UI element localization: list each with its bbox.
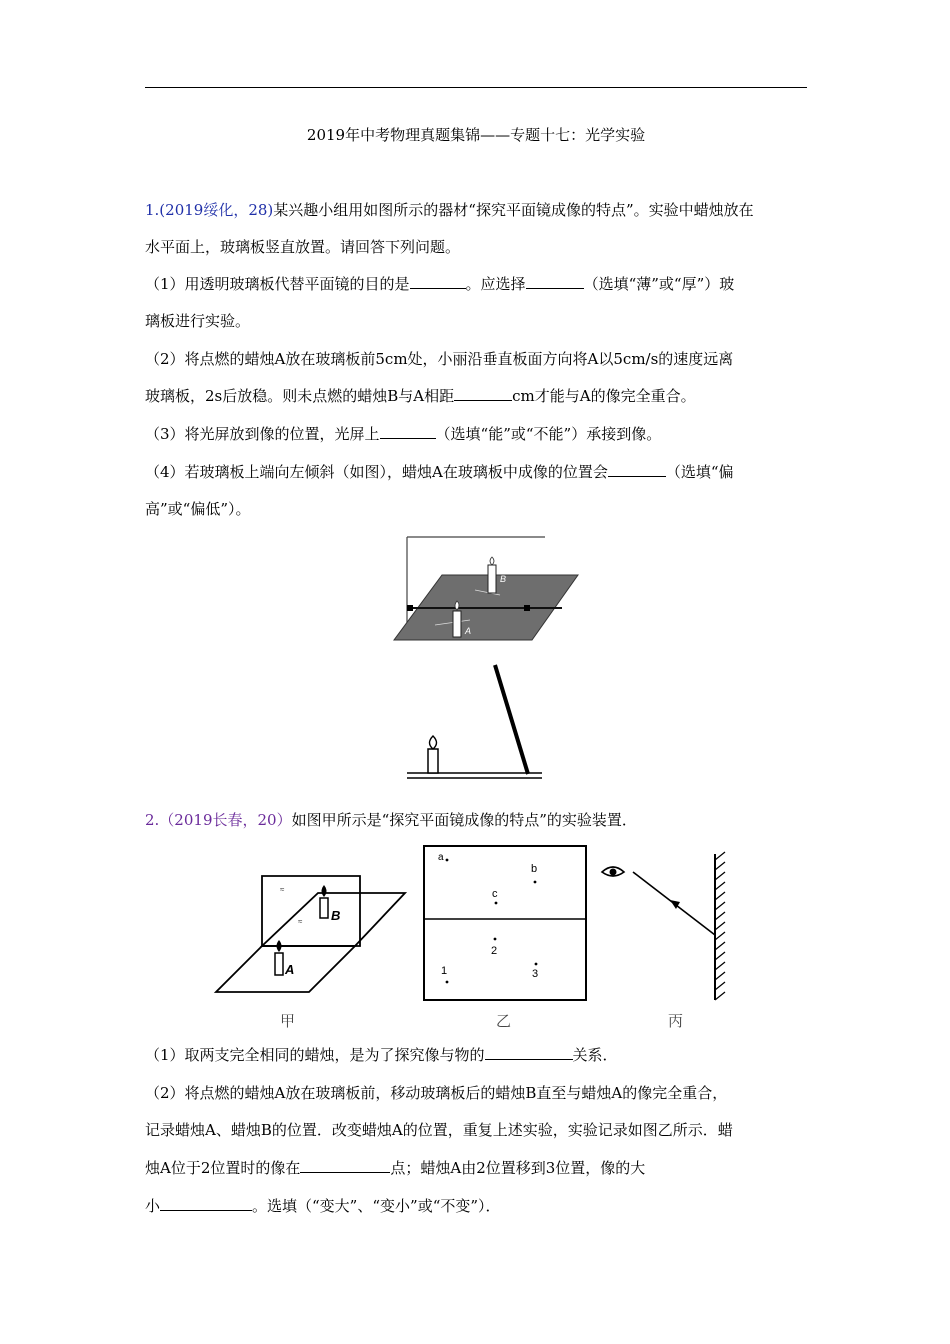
q2-stem-line <box>145 802 810 839</box>
q2-stem-text: 如图甲所示是“探究平面镜成像的特点”的实验装置． <box>291 811 637 829</box>
q1-part1-text-b: 。应选择 <box>465 275 526 293</box>
q2-part2-line1: （2）将点燃的蜡烛A放在玻璃板前，移动玻璃板后的蜡烛B直至与蜡烛A的像完全重合， <box>145 1084 728 1102</box>
q1-part2-line1: （2）将点燃的蜡烛A放在玻璃板前5cm处，小丽沿垂直板面方向将A以5cm/s的速度远离 <box>145 350 734 368</box>
answer-blank[interactable] <box>454 386 512 401</box>
q2-part2-line3 <box>145 1150 810 1187</box>
point-c-label: c <box>492 888 498 900</box>
q2-fig-label-b: B <box>331 908 341 923</box>
q2-source: 2.（2019长春，20） <box>145 811 292 829</box>
q2-figure-jia <box>210 868 410 1033</box>
q2-figure-yi <box>418 843 590 1033</box>
q1-part2-text-b: 玻璃板，2s后放稳。则未点燃的蜡烛B与A相距 <box>145 387 455 405</box>
q2-part2-text-d: 点；蜡烛A由2位置移到3位置，像的大 <box>390 1159 646 1177</box>
q2-part2-line4 <box>145 1188 810 1225</box>
q1-part3-text-a: （3）将光屏放到像的位置，光屏上 <box>145 425 380 443</box>
answer-blank[interactable] <box>410 274 466 289</box>
q2-caption-bing: 丙 <box>668 1013 684 1030</box>
q1-stem-text1: 某兴趣小组用如图所示的器材“探究平面镜成像的特点”。实验中蜡烛放在 <box>273 201 754 219</box>
point-2-label: 2 <box>491 945 498 957</box>
point-b-label: b <box>531 863 538 875</box>
q1-part2-text-c: cm才能与A的像完全重合。 <box>512 387 696 405</box>
q1-part4-line1 <box>145 454 810 491</box>
answer-blank[interactable] <box>608 462 666 477</box>
point-a-label: a <box>438 852 444 863</box>
q2-part1-line <box>145 1037 810 1074</box>
q2-caption-yi: 乙 <box>496 1013 512 1030</box>
q1-stem-line2: 水平面上，玻璃板竖直放置。请回答下列问题。 <box>145 238 461 256</box>
q2-figure-bing <box>598 850 738 1035</box>
answer-blank[interactable] <box>380 424 436 439</box>
q2-part1-text-b: 关系． <box>572 1046 618 1064</box>
q1-part3-line <box>145 416 810 453</box>
header-rule <box>145 87 807 88</box>
answer-blank[interactable] <box>526 274 584 289</box>
q1-stem-line1 <box>145 192 810 229</box>
point-1-label: 1 <box>441 965 448 977</box>
q2-part2-text-f: 。选填（“变大”、“变小”或“不变”）． <box>252 1197 501 1215</box>
q1-part2-line2 <box>145 378 810 415</box>
q1-part1-text-a: （1）用透明玻璃板代替平面镜的目的是 <box>145 275 410 293</box>
mirror-hatching <box>715 852 725 1000</box>
q1-source: 1.(2019绥化，28) <box>145 201 274 219</box>
q1-part4-text-b: （选填“偏 <box>665 463 734 481</box>
q2-part1-text-a: （1）取两支完全相同的蜡烛，是为了探究像与物的 <box>145 1046 485 1064</box>
q1-fig-label-b: B <box>500 574 507 584</box>
q1-part4-text-a: （4）若玻璃板上端向左倾斜（如图），蜡烛A在玻璃板中成像的位置会 <box>145 463 608 481</box>
q1-part4-line2: 高”或“偏低”）。 <box>145 500 251 518</box>
point-3-label: 3 <box>532 968 539 980</box>
answer-blank[interactable] <box>300 1158 390 1173</box>
svg-text:≈: ≈ <box>280 885 285 894</box>
q2-fig-label-a: A <box>285 962 295 977</box>
page-title: 2019年中考物理真题集锦——专题十七：光学实验 <box>306 126 646 144</box>
q2-part2-line2: 记录蜡烛A、蜡烛B的位置．改变蜡烛A的位置，重复上述实验，实验记录如图乙所示．蜡 <box>145 1121 733 1139</box>
q1-fig-label-a: A <box>465 626 472 636</box>
q1-figure-perspective <box>390 535 590 645</box>
q2-caption-jia: 甲 <box>280 1013 296 1030</box>
svg-text:≈: ≈ <box>298 917 303 926</box>
q2-part2-text-c: 烛A位于2位置时的像在 <box>145 1159 301 1177</box>
q1-part1-line1 <box>145 266 810 303</box>
q1-part1-text-c: （选填“薄”或“厚”）玻 <box>583 275 735 293</box>
q2-part2-text-e: 小 <box>145 1197 161 1215</box>
answer-blank[interactable] <box>160 1196 252 1211</box>
answer-blank[interactable] <box>485 1045 573 1060</box>
q1-part1-line2: 璃板进行实验。 <box>145 312 251 330</box>
q1-part3-text-b: （选填“能”或“不能”）承接到像。 <box>435 425 662 443</box>
q1-figure-tilted-plate <box>400 660 550 785</box>
